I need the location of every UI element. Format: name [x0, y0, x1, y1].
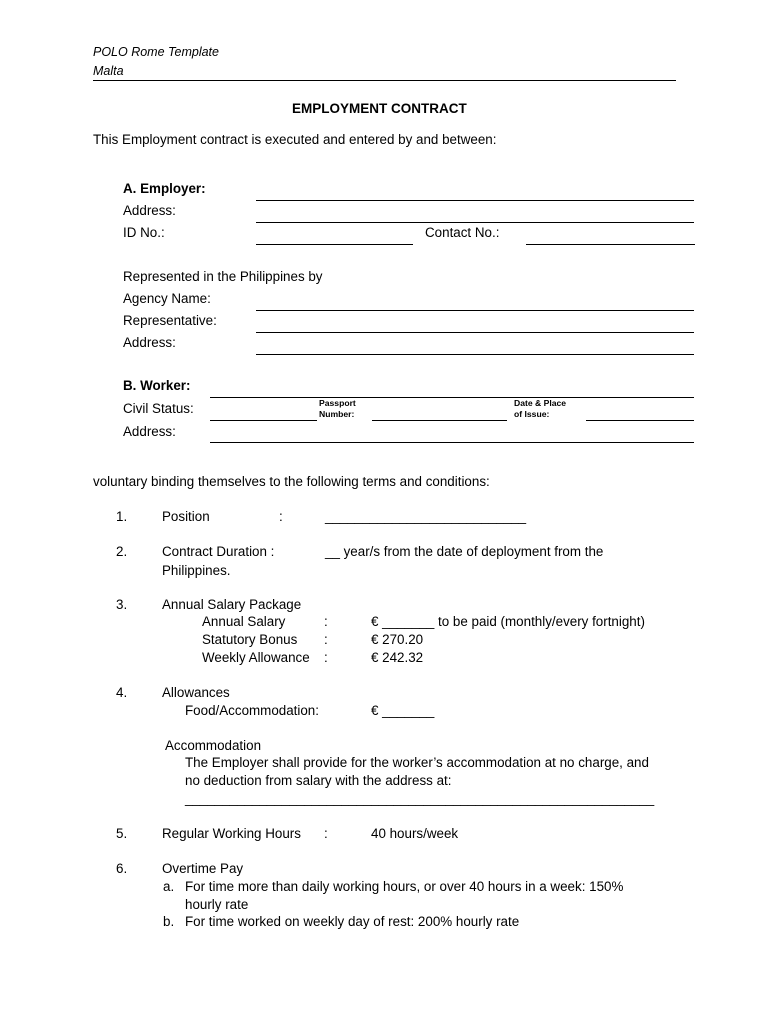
employer-name-field[interactable] [256, 200, 694, 201]
term-3-number: 3. [116, 597, 128, 612]
employer-id-field[interactable] [256, 244, 413, 245]
term-2-label: Contract Duration : [162, 544, 275, 559]
represented-by-text: Represented in the Philippines by [123, 269, 323, 284]
worker-address-label: Address: [123, 424, 176, 439]
worker-address-field[interactable] [210, 442, 694, 443]
term-4-label: Allowances [162, 685, 230, 700]
term-1-label: Position [162, 509, 210, 524]
accommodation-text-line2: no deduction from salary with the address at: [185, 773, 452, 788]
food-accommodation-value: € _______ [371, 703, 435, 718]
weekly-allowance-label: Weekly Allowance [202, 650, 310, 665]
worker-heading: B. Worker: [123, 378, 191, 393]
term-5-label: Regular Working Hours [162, 826, 301, 841]
statutory-bonus-colon: : [324, 632, 328, 647]
accommodation-text-line1: The Employer shall provide for the worker’s accommodation at no charge, and [185, 755, 649, 770]
term-4-number: 4. [116, 685, 128, 700]
agency-address-label: Address: [123, 335, 176, 350]
agency-name-field[interactable] [256, 310, 694, 311]
passport-number-field[interactable] [372, 420, 507, 421]
employer-contact-field[interactable] [526, 244, 695, 245]
annual-salary-value: € _______ to be paid (monthly/every fortnight) [371, 614, 645, 629]
term-2-value: __ year/s from the date of deployment from the [325, 544, 604, 559]
annual-salary-colon: : [324, 614, 328, 629]
term-5-colon: : [324, 826, 328, 841]
term-6a-text-line2: hourly rate [185, 897, 249, 912]
term-5-number: 5. [116, 826, 128, 841]
employer-heading: A. Employer: [123, 181, 206, 196]
weekly-allowance-colon: : [324, 650, 328, 665]
binding-text: voluntary binding themselves to the following terms and conditions: [93, 474, 490, 489]
worker-name-field[interactable] [210, 397, 694, 398]
employer-address-field[interactable] [256, 222, 694, 223]
term-6-label: Overtime Pay [162, 861, 244, 876]
term-1-colon: : [279, 509, 283, 524]
date-place-label-line1: Date & Place [514, 398, 567, 408]
term-6-number: 6. [116, 861, 128, 876]
header-template-name: POLO Rome Template [93, 45, 219, 59]
employer-id-label: ID No.: [123, 225, 165, 240]
date-place-label-line2: of Issue: [514, 409, 550, 419]
date-place-issue-field[interactable] [586, 420, 694, 421]
employer-address-label: Address: [123, 203, 176, 218]
passport-label-line1: Passport [319, 398, 356, 408]
food-accommodation-label: Food/Accommodation: [185, 703, 319, 718]
intro-text: This Employment contract is executed and entered by and between: [93, 132, 497, 147]
term-2-value-cont: Philippines. [162, 563, 231, 578]
term-3-label: Annual Salary Package [162, 597, 302, 612]
accommodation-address-blank: _______________________________________________________________ [185, 791, 655, 806]
header-country: Malta [93, 64, 124, 78]
employer-contact-label: Contact No.: [425, 225, 500, 240]
term-2-number: 2. [116, 544, 128, 559]
accommodation-heading: Accommodation [165, 738, 262, 753]
document-title: EMPLOYMENT CONTRACT [292, 101, 467, 116]
representative-field[interactable] [256, 332, 694, 333]
term-1-value: ___________________________ [325, 509, 527, 524]
term-6b-letter: b. [163, 914, 175, 929]
weekly-allowance-value: € 242.32 [371, 650, 424, 665]
representative-label: Representative: [123, 313, 217, 328]
term-6a-letter: a. [163, 879, 175, 894]
term-6b-text: For time worked on weekly day of rest: 200% hourly rate [185, 914, 520, 929]
agency-address-field[interactable] [256, 354, 694, 355]
header-divider [93, 80, 676, 81]
annual-salary-label: Annual Salary [202, 614, 286, 629]
term-1-number: 1. [116, 509, 128, 524]
civil-status-label: Civil Status: [123, 401, 194, 416]
term-5-value: 40 hours/week [371, 826, 459, 841]
passport-label-line2: Number: [319, 409, 355, 419]
statutory-bonus-label: Statutory Bonus [202, 632, 298, 647]
agency-name-label: Agency Name: [123, 291, 211, 306]
civil-status-field[interactable] [210, 420, 317, 421]
statutory-bonus-value: € 270.20 [371, 632, 424, 647]
term-6a-text-line1: For time more than daily working hours, or over 40 hours in a week: 150% [185, 879, 624, 894]
